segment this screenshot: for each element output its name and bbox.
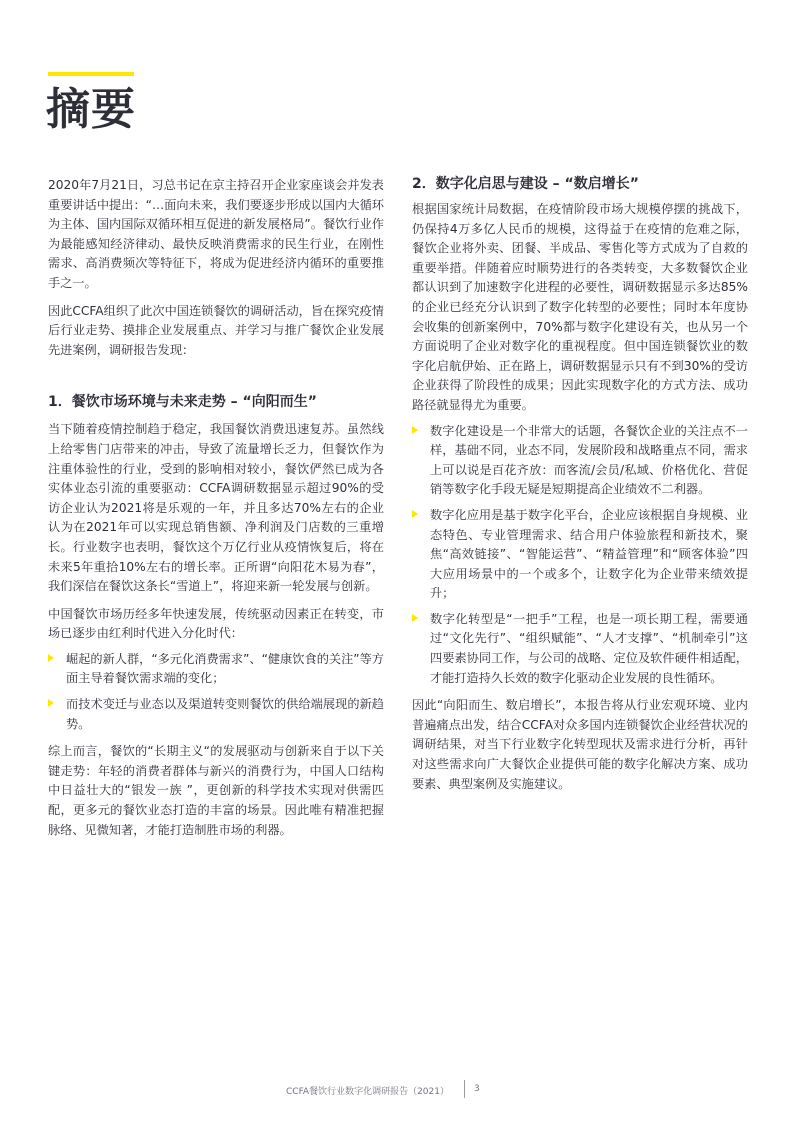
list-item-text: 数字化建设是一个非常大的话题，各餐饮企业的关注点不一样，基础不同，业态不同，发展阶段和战略重点不同，需求上可以说是百花齐放：而客流/会员/私域、价格优化、营促销等数字化手段无疑是短期提高企业绩效不二利器。: [430, 423, 748, 497]
list-item: [48, 695, 384, 734]
section-1-paragraph-1: 当下随着疫情控制趋于稳定，我国餐饮消费迅速复苏。虽然线上给零售门店带来的冲击，导致了流量增长乏力，但餐饮作为注重体验性的行业，受到的影响相对较小，餐饮俨然已成为各实体业态引流的重要驱动：CCFA调研数据显示超过90%的受访企业认为2021将是乐观的一年，并且多达70%左右的企业认为在2021年可以实现总销售额、净利润及门店数的三重增长。行业数字也表明，餐饮这个万亿行业从疫情恢复后，将在未来5年重拾10%左右的增长率。正所谓“向阳花木易为春”，我们深信在餐饮这条长“雪道上”，将迎来新一轮发展与创新。: [48, 422, 384, 594]
title-accent-bar: [48, 72, 134, 76]
list-item: [412, 610, 748, 688]
page-title: 摘要: [46, 84, 136, 135]
list-item: [412, 422, 748, 500]
right-column: [412, 174, 748, 794]
section-2-paragraph-1: 根据国家统计局数据，在疫情阶段市场大规模停摆的挑战下，仍保持4万多亿人民币的规模，这得益于在疫情的危难之际，餐饮企业将外卖、团餐、半成品、零售化等方式成为了自救的重要举措。伴随着应时顺势进行的各类转变，大多数餐饮企业都认识到了加速数字化进程的必要性，调研数据显示多达85%的企业已经充分认识到了数字化转型的必要性；同时本年度协会收集的创新案例中，70%都与数字化建设有关，也从另一个方面说明了企业对数字化的重视程度。但中国连锁餐饮业的数字化启航伊始、正在路上，调研数据显示只有不到30%的受访企业获得了阶段性的成果；因此实现数字化的方式方法、成功路径就显得尤为重要。: [412, 202, 748, 412]
list-item-text: 而技术变迁与业态以及渠道转变则餐饮的供给端展现的新趋势。: [66, 697, 384, 731]
triangle-bullet-icon: [48, 654, 54, 662]
section-2-paragraph-2: 因此“向阳而生、数启增长”，本报告将从行业宏观环境、业内普遍痛点出发，结合CCFA对众多国内连锁餐饮企业经营状况的调研结果，对当下行业数字化转型现状及需求进行分析，再针对这些需求向广大餐饮企业提供可能的数字化解决方案、成功要素、典型案例及实施建议。: [412, 698, 748, 791]
list-item-text: 数字化应用是基于数字化平台，企业应该根据自身规模、业态特色、专业管理需求、结合用户体验旅程和新技术，聚焦“高效链接”、“智能运营”、“精益管理”和“顾客体验”四大应用场景中的一个或多个，让数字化为企业带来绩效提升；: [430, 507, 748, 601]
section-1-paragraph-2: 中国餐饮市场历经多年快速发展，传统驱动因素正在转变，市场已逐步由红利时代进入分化时代：: [48, 606, 384, 641]
list-item-text: 崛起的新人群，“多元化消费需求”、“健康饮食的关注”等方面主导着餐饮需求端的变化；: [66, 651, 384, 686]
section-2-heading: 2．数字化启思与建设 – “数启增长”: [412, 176, 639, 192]
left-column: [48, 176, 384, 840]
triangle-bullet-icon: [412, 510, 418, 518]
triangle-bullet-icon: [48, 699, 54, 707]
triangle-bullet-icon: [412, 614, 418, 622]
section-1-paragraph-3: 综上而言，餐饮的“长期主义“的发展驱动与创新来自于以下关键走势：年轻的消费者群体与新兴的消费行为，中国人口结构中日益壮大的“银发一族 ”，更创新的科学技术实现对供需匹配，更多元的餐饮业态打造的丰富的场景。因此唯有精准把握脉络、见微知著，才能打造制胜市场的利器。: [48, 744, 384, 837]
page-number: 3: [474, 1084, 480, 1094]
section-1-bullet-list: [48, 650, 384, 734]
section-1-heading: 1．餐饮市场环境与未来走势 – “向阳而生”: [48, 394, 317, 411]
intro-paragraph-2: 因此CCFA组织了此次中国连锁餐饮的调研活动，旨在探究疫情后行业走势、摸排企业发展重点、并学习与推广餐饮企业发展先进案例，调研报告发现：: [48, 303, 384, 357]
section-2-bullet-list: [412, 422, 748, 689]
footer-report-title: CCFA餐饮行业数字化调研报告（2021）: [286, 1087, 449, 1097]
intro-paragraph-1: 2020年7月21日，习总书记在京主持召开企业家座谈会并发表重要讲话中提出：“…面向未来，我们要逐步形成以国内大循环为主体、国内国际双循环相互促进的新发展格局”。餐饮行业作为最能感知经济律动、最快反映消费需求的民生行业，在刚性需求、高消费频次等特征下，将成为促进经济内循环的重要推手之一。: [48, 178, 384, 290]
list-item-text: 数字化转型是“一把手”工程，也是一项长期工程，需要通过“文化先行”、“组织赋能”、“人才支撑”、“机制牵引”这四要素协同工作，与公司的战略、定位及软件硬件相适配，才能打造持久长效的数字化驱动企业发展的良性循环。: [430, 611, 748, 685]
footer-divider: [464, 1080, 465, 1098]
list-item: [48, 650, 384, 689]
list-item: [412, 506, 748, 604]
triangle-bullet-icon: [412, 426, 418, 434]
